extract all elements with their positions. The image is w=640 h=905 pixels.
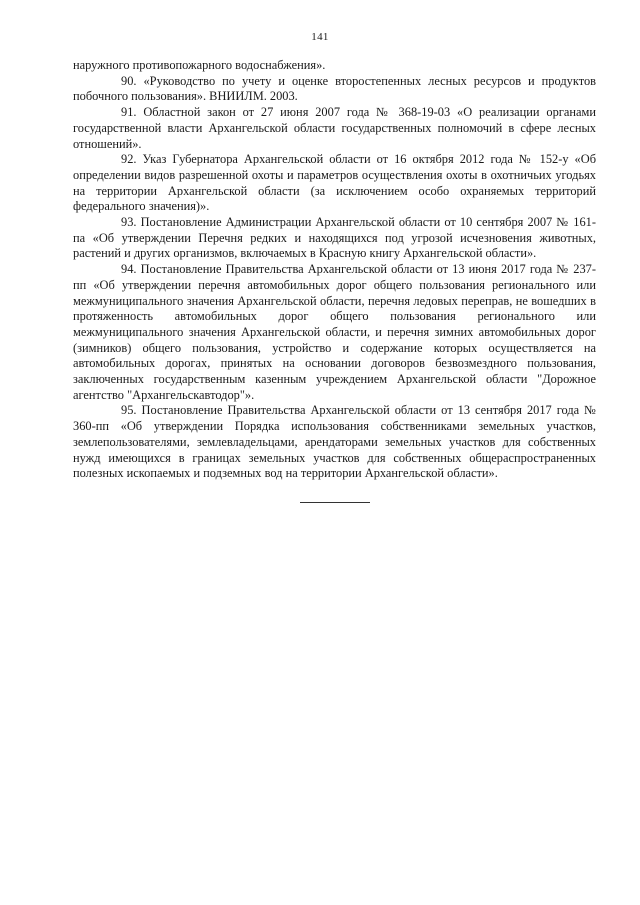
reference-continuation: наружного противопожарного водоснабжения». [73,58,326,72]
reference-item-92: 92. Указ Губернатора Архангельской области от 16 октября 2012 года № 152-у «Об определении видов разрешенной охоты и параметров осуществления охоты в охотничьих угодьях на территории Архангельской области (за исключением особо охраняемых территорий федерального значения)». [73,152,596,214]
page-number: 141 [311,31,329,43]
end-separator-line [300,502,370,503]
reference-item-94: 94. Постановление Правительства Архангельской области от 13 июня 2017 года № 237-пп «Об утверждении перечня автомобильных дорог общего пользования регионального или межмуниципального значения Архангельской области, перечня ледовых переправ, не вошедших в протяженность автомобильных дорог общего пользования регионального или межмуниципального значения Архангельской области, и перечня зимних автомобильных дорог (зимников) общего пользования, устройство и содержание которых осуществляется на автомобильных дорогах, принятых на основании договоров безвозмездного пользования, заключенных государственным казенным учреждением Архангельской области "Дорожное агентство "Архангельскавтодор"». [73,262,596,402]
reference-item-91: 91. Областной закон от 27 июня 2007 года № 368-19-03 «О реализации органами государственной власти Архангельской области государственных полномочий в сфере лесных отношений». [73,105,596,151]
reference-item-93: 93. Постановление Администрации Архангельской области от 10 сентября 2007 № 161-па «Об утверждении Перечня редких и находящихся под угрозой исчезновения животных, растений и других организмов, включаемых в Красную книгу Архангельской области». [73,215,596,261]
references-list [73,58,596,482]
reference-item-90: 90. «Руководство по учету и оценке второстепенных лесных ресурсов и продуктов побочного пользования». ВНИИЛМ. 2003. [73,73,596,104]
reference-item-95: 95. Постановление Правительства Архангельской области от 13 сентября 2017 года № 360-пп «Об утверждении Порядка использования собственниками земельных участков, землепользователями, землевладельцами, арендаторами земельных участков для собственных нужд имеющихся в границах земельных участков для собственных общераспространенных полезных ископаемых и подземных вод на территории Архангельской области». [73,403,596,481]
